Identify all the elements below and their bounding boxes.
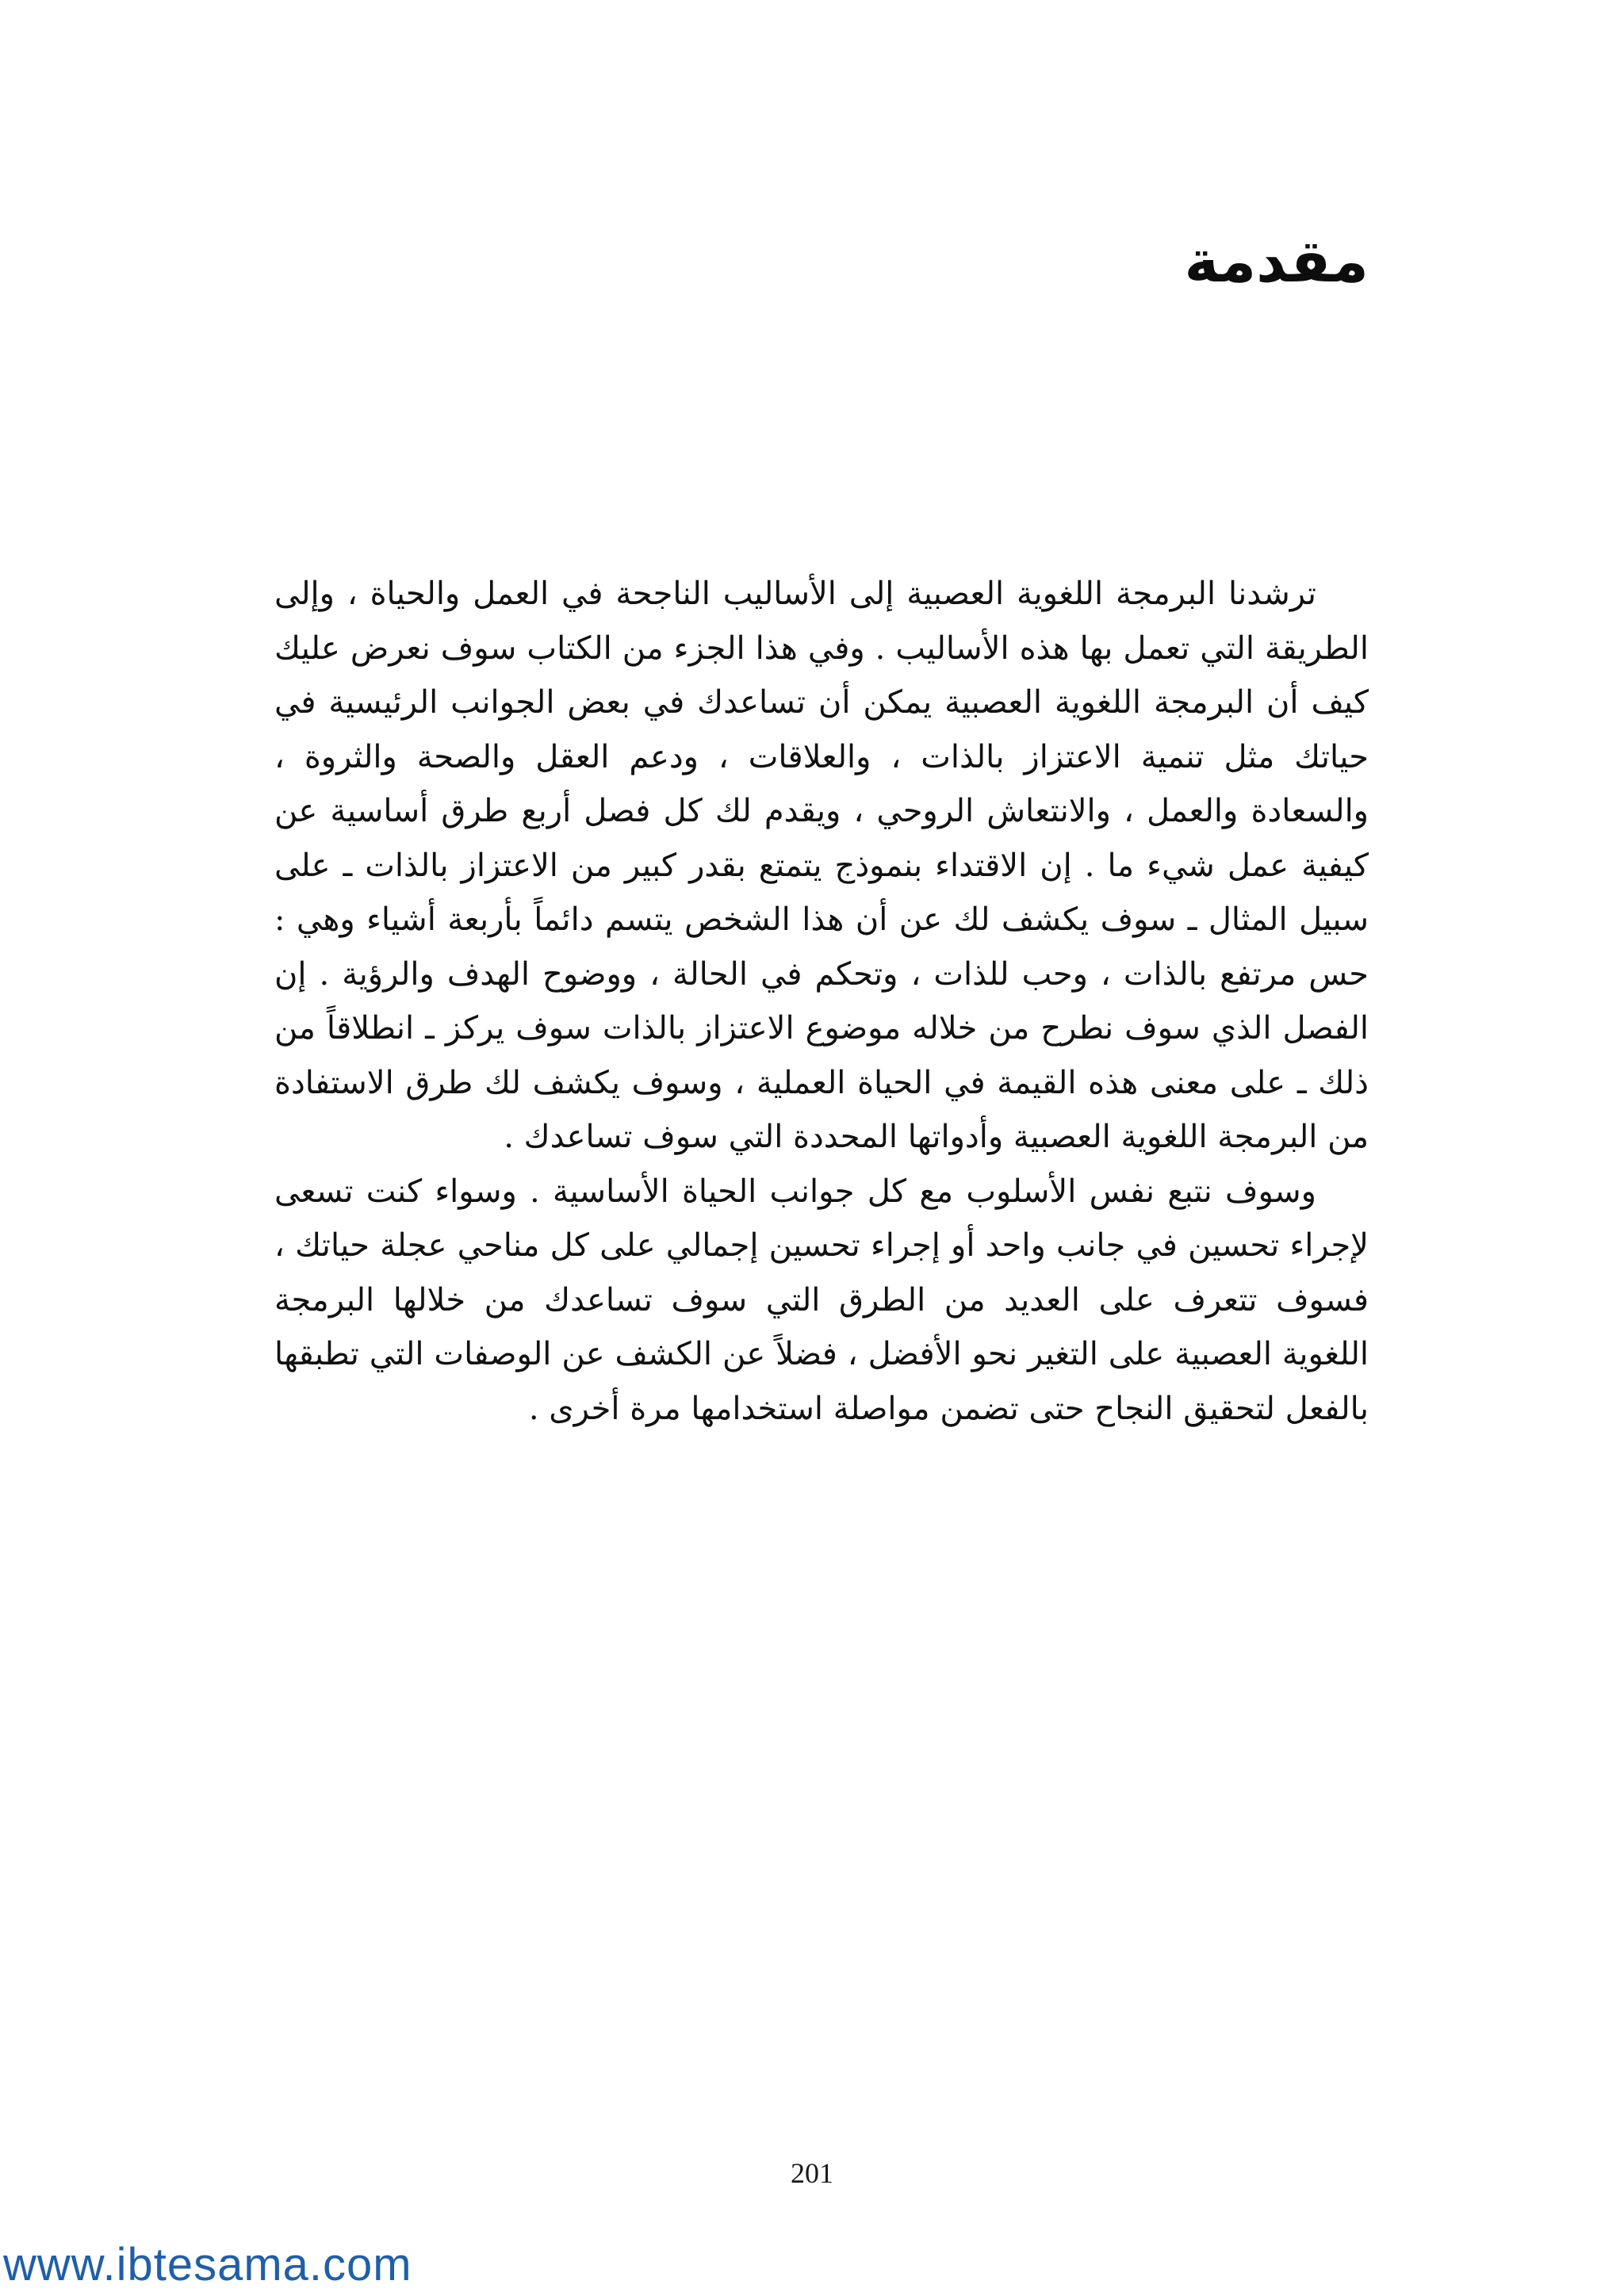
- paragraph-2: وسوف نتبع نفس الأسلوب مع كل جوانب الحياة الأساسية . وسواء كنت تسعى لإجراء تحسين في جانب واحد أو إجراء تحسين إجمالي على كل مناحي عجلة حياتك ، فسوف تتعرف على العديد من الطرق التي سوف تساعدك من خلالها البرمجة اللغوية العصبية على التغير نحو الأفضل ، فضلاً عن الكشف عن الوصفات التي تطبقها بالفعل لتحقيق النجاح حتى تضمن مواصلة استخدامها مرة أخرى .: [274, 1173, 1369, 1427]
- page-number: 201: [791, 2157, 833, 2189]
- watermark-url: www.ibtesama.com: [3, 2239, 412, 2290]
- chapter-title: مقدمة: [1184, 228, 1369, 296]
- paragraph-1: ترشدنا البرمجة اللغوية العصبية إلى الأساليب الناجحة في العمل والحياة ، وإلى الطريقة التي تعمل بها هذه الأساليب . وفي هذا الجزء من الكتاب سوف نعرض عليك كيف أن البرمجة اللغوية العصبية يمكن أن تساعدك في بعض الجوانب الرئيسية في حياتك مثل تنمية الاعتزاز بالذات ، والعلاقات ، ودعم العقل والصحة والثروة ، والسعادة والعمل ، والانتعاش الروحي ، ويقدم لك كل فصل أربع طرق أساسية عن كيفية عمل شيء ما . إن الاقتداء بنموذج يتمتع بقدر كبير من الاعتزاز بالذات ـ على سبيل المثال ـ سوف يكشف لك عن أن هذا الشخص يتسم دائماً بأربعة أشياء وهي : حس مرتفع بالذات ، وحب للذات ، وتحكم في الحالة ، ووضوح الهدف والرؤية . إن الفصل الذي سوف نطرح من خلاله موضوع الاعتزاز بالذات سوف يركز ـ انطلاقاً من ذلك ـ على معنى هذه القيمة في الحياة العملية ، وسوف يكشف لك طرق الاستفادة من البرمجة اللغوية العصبية وأدواتها المحددة التي سوف تساعدك .: [274, 576, 1369, 1155]
- body-text: [274, 567, 1369, 1436]
